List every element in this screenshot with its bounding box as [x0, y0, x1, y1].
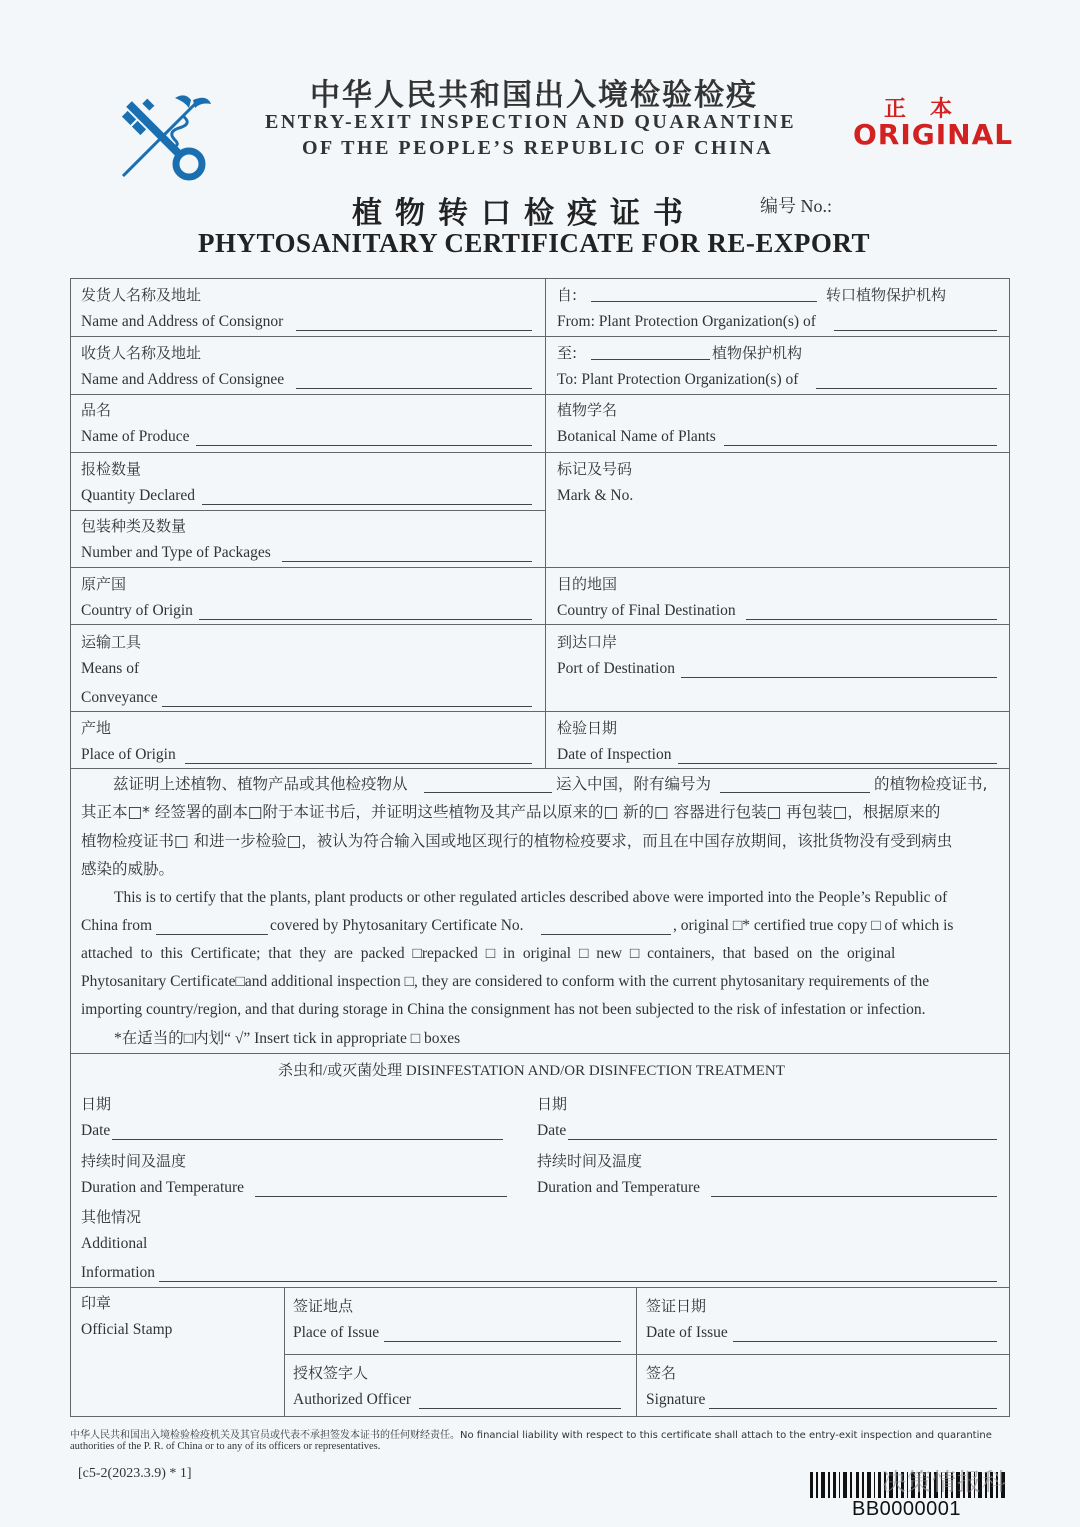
treatment-date2-label-en: Date — [537, 1122, 567, 1139]
barcode-number: BB0000001 — [852, 1498, 962, 1520]
treatment-duration-label-cn: 持续时间及温度 — [81, 1152, 187, 1170]
treatment-duration2-label-en: Duration and Temperature — [537, 1179, 701, 1196]
date-issue-field[interactable] — [733, 1341, 997, 1342]
inspection-date-label-cn: 检验日期 — [557, 719, 618, 737]
from-label-en: From: Plant Protection Organization(s) of — [557, 313, 816, 330]
declaration-cn-line1a: 兹证明上述植物、植物产品或其他检疫物从 — [113, 775, 408, 793]
inspection-date-label-en: Date of Inspection — [557, 746, 672, 763]
final-dest-label-cn: 目的地国 — [557, 575, 618, 593]
from-cn-field[interactable] — [591, 301, 817, 302]
treatment-duration-field[interactable] — [255, 1196, 507, 1197]
botanical-label-en: Botanical Name of Plants — [557, 428, 716, 445]
authority-name-en-line1: ENTRY-EXIT INSPECTION AND QUARANTINE — [265, 111, 797, 133]
form-code: [c5-2(2023.3.9) * 1] — [78, 1466, 192, 1481]
botanical-label-cn: 植物学名 — [557, 401, 618, 419]
mark-label-en: Mark & No. — [557, 487, 634, 504]
treatment-date-label-en: Date — [81, 1122, 111, 1139]
to-cn-field[interactable] — [591, 359, 710, 360]
row-divider — [70, 510, 545, 511]
mark-label-cn: 标记及号码 — [557, 460, 633, 478]
treatment-duration-label-en: Duration and Temperature — [81, 1179, 245, 1196]
declaration-from-field[interactable] — [424, 792, 552, 793]
row-divider — [284, 1354, 1010, 1355]
column-divider — [636, 1287, 637, 1417]
origin-country-label-en: Country of Origin — [81, 602, 193, 619]
declaration-en-line2c: , original □* certified true copy □ of which is — [673, 917, 954, 934]
certificate-title-cn: 植物转口检疫证书 — [352, 196, 696, 231]
declaration-en-line4: Phytosanitary Certificate□and additional inspection □, they are considered to conform with the current phytosanitary requirements of the — [81, 973, 930, 990]
row-divider — [70, 711, 1010, 712]
declaration-cert-no-field[interactable] — [720, 792, 870, 793]
place-origin-label-cn: 产地 — [81, 719, 112, 737]
official-stamp-label-cn: 印章 — [81, 1294, 112, 1312]
declaration-en-line5: importing country/region, and that during storage in China the consignment has not been subjected to the risk of infestation or infection. — [81, 1001, 926, 1018]
row-divider — [70, 624, 1010, 625]
treatment-date2-field[interactable] — [568, 1139, 997, 1140]
row-divider — [70, 768, 1010, 769]
port-field[interactable] — [681, 677, 997, 678]
consignor-label-en: Name and Address of Consignor — [81, 313, 284, 330]
packages-label-en: Number and Type of Packages — [81, 544, 271, 561]
treatment-duration2-field[interactable] — [711, 1196, 997, 1197]
row-divider — [70, 452, 1010, 453]
original-mark-cn: 正本 — [884, 97, 977, 122]
conveyance-label-en-1: Means of — [81, 660, 140, 677]
treatment-header: 杀虫和/或灭菌处理 DISINFESTATION AND/OR DISINFECTION TREATMENT — [278, 1063, 785, 1079]
liability-statement-line1: 中华人民共和国出入境检验检疫机关及其官员或代表不承担签发本证书的任何财经责任。No financial liability with respect to this certificate shall attach to the entry-exit inspection and quarantine — [70, 1430, 992, 1441]
botanical-field[interactable] — [724, 445, 997, 446]
port-label-cn: 到达口岸 — [557, 633, 618, 651]
from-label-cn-b: 转口植物保护机构 — [826, 286, 947, 304]
certificate-title-en: PHYTOSANITARY CERTIFICATE FOR RE-EXPORT — [198, 228, 870, 258]
from-label-cn-a: 自: — [557, 286, 578, 304]
quantity-label-cn: 报检数量 — [81, 460, 142, 478]
produce-field[interactable] — [196, 445, 532, 446]
signature-field[interactable] — [709, 1408, 997, 1409]
inspection-date-field[interactable] — [678, 763, 997, 764]
certificate-number-label: 编号 No.: — [760, 196, 832, 216]
officer-field[interactable] — [419, 1408, 621, 1409]
row-divider — [70, 394, 1010, 395]
declaration-en-line2a: China from — [81, 917, 153, 934]
final-dest-label-en: Country of Final Destination — [557, 602, 736, 619]
place-origin-field[interactable] — [185, 763, 532, 764]
treatment-date-label-cn: 日期 — [81, 1095, 112, 1113]
consignee-label-en: Name and Address of Consignee — [81, 371, 285, 388]
origin-country-field[interactable] — [199, 619, 532, 620]
treatment-date-field[interactable] — [112, 1139, 503, 1140]
tick-instruction: *在适当的□内划“ √” Insert tick in appropriate □ boxes — [114, 1030, 461, 1047]
row-divider — [70, 567, 1010, 568]
to-label-en: To: Plant Protection Organization(s) of — [557, 371, 799, 388]
treatment-duration2-label-cn: 持续时间及温度 — [537, 1152, 643, 1170]
official-stamp-label-en: Official Stamp — [81, 1321, 173, 1338]
row-divider — [70, 1287, 1010, 1288]
officer-label-en: Authorized Officer — [293, 1391, 412, 1408]
produce-label-cn: 品名 — [81, 401, 112, 419]
key-caduceus-emblem-icon — [115, 94, 215, 186]
to-label-cn-b: 植物保护机构 — [712, 344, 803, 362]
treatment-date2-label-cn: 日期 — [537, 1095, 568, 1113]
additional-info-label-cn: 其他情况 — [81, 1208, 142, 1226]
row-divider — [70, 336, 1010, 337]
additional-info-label-en-2: Information — [81, 1264, 156, 1281]
column-divider — [284, 1287, 285, 1417]
declaration-china-from-field[interactable] — [156, 934, 268, 935]
final-dest-field[interactable] — [746, 619, 997, 620]
authority-name-en-line2: OF THE PEOPLE’S REPUBLIC OF CHINA — [302, 137, 774, 159]
signature-label-en: Signature — [646, 1391, 706, 1408]
signature-label-cn: 签名 — [646, 1364, 677, 1382]
conveyance-label-en-2: Conveyance — [81, 689, 158, 706]
place-issue-label-en: Place of Issue — [293, 1324, 380, 1341]
to-en-field[interactable] — [816, 388, 997, 389]
consignor-label-cn: 发货人名称及地址 — [81, 286, 202, 304]
port-label-en: Port of Destination — [557, 660, 675, 677]
additional-info-field[interactable] — [159, 1281, 997, 1282]
conveyance-field[interactable] — [162, 706, 532, 707]
watermark-text: 决策情报科 — [882, 1468, 1007, 1496]
declaration-en-line2b: covered by Phytosanitary Certificate No. — [270, 917, 524, 934]
place-issue-field[interactable] — [384, 1341, 621, 1342]
consignee-label-cn: 收货人名称及地址 — [81, 344, 202, 362]
liability-statement-line2: authorities of the P. R. of China or to any of its officers or representatives. — [70, 1441, 381, 1452]
declaration-certificate-no-field[interactable] — [541, 934, 671, 935]
declaration-cn-line1b: 运入中国，附有编号为 — [556, 775, 712, 793]
declaration-cn-line4: 感染的威胁。 — [81, 860, 175, 878]
conveyance-label-cn: 运输工具 — [81, 633, 142, 651]
date-issue-label-cn: 签证日期 — [646, 1297, 707, 1315]
officer-label-cn: 授权签字人 — [293, 1364, 369, 1382]
date-issue-label-en: Date of Issue — [646, 1324, 728, 1341]
column-divider — [545, 278, 546, 768]
declaration-en-line1: This is to certify that the plants, plant products or other regulated articles described above were imported into the People’s Republic of — [114, 889, 948, 906]
declaration-cn-line2: 其正本□* 经签署的副本□附于本证书后，并证明这些植物及其产品以原来的□ 新的□ 容器进行包装□ 再包装□，根据原来的 — [81, 803, 941, 821]
produce-label-en: Name of Produce — [81, 428, 190, 445]
quantity-field[interactable] — [202, 504, 532, 505]
additional-info-label-en-1: Additional — [81, 1235, 148, 1252]
declaration-cn-line3: 植物检疫证书□ 和进一步检验□，被认为符合输入国或地区现行的植物检疫要求，而且在中国存放期间，该批货物没有受到病虫 — [81, 832, 953, 850]
original-mark-en: ORIGINAL — [853, 118, 1014, 151]
declaration-cn-line1c: 的植物检疫证书, — [874, 775, 988, 793]
authority-name-cn: 中华人民共和国出入境检验检疫 — [310, 78, 758, 113]
place-issue-label-cn: 签证地点 — [293, 1297, 354, 1315]
origin-country-label-cn: 原产国 — [81, 575, 127, 593]
quantity-label-en: Quantity Declared — [81, 487, 196, 504]
to-label-cn-a: 至: — [557, 344, 578, 362]
packages-label-cn: 包装种类及数量 — [81, 517, 187, 535]
packages-field[interactable] — [282, 561, 532, 562]
declaration-en-line3: attached to this Certificate; that they are packed □repacked □ in original □ new □ containers, that based on the original — [81, 945, 896, 962]
place-origin-label-en: Place of Origin — [81, 746, 176, 763]
from-en-field[interactable] — [834, 330, 997, 331]
consignee-field[interactable] — [296, 388, 532, 389]
consignor-field[interactable] — [296, 330, 532, 331]
